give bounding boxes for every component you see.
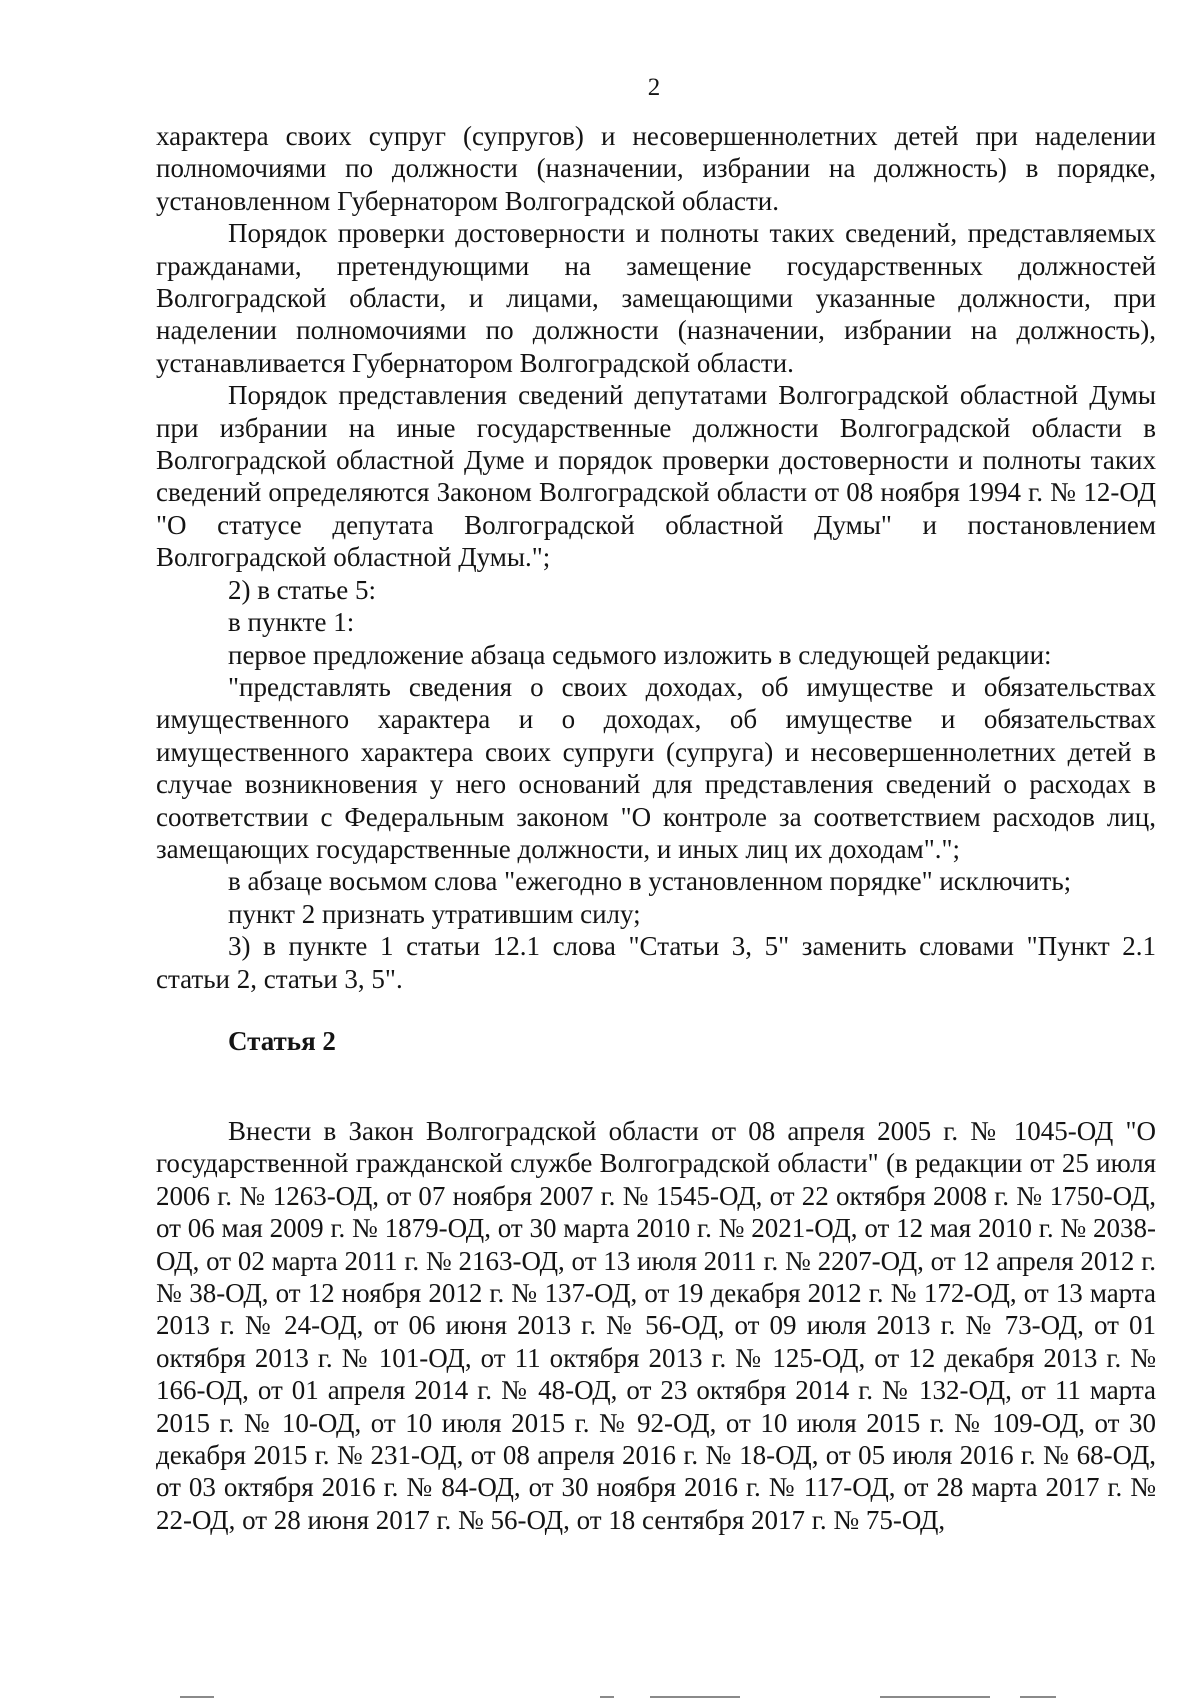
paragraph-deputies-procedure: Порядок представления сведений депутатами Волгоградской областной Думы при избрании на иные государственные должности Волгоградской области в Волгоградской областной Думе и порядок проверки достоверности и полноты таких сведений определяются Законом Волгоградской области от 08 ноября 1994 г. № 12-ОД "О статусе депутата Волгоградской областной Думы" и постановлением Волгоградской областной Думы."; bbox=[156, 380, 1156, 573]
paragraph-eighth-abzats: в абзаце восьмом слова "ежегодно в установленном порядке" исключить; bbox=[228, 866, 1072, 897]
scan-mark bbox=[650, 1696, 740, 1698]
scan-mark bbox=[600, 1696, 614, 1698]
paragraph-verification-procedure: Порядок проверки достоверности и полноты таких сведений, представляемых гражданами, претендующими на замещение государственных должностей Волгоградской области, и лицами, замещающими указанные должности, при наделении полномочиями по должности (назначении, избрании на должность), устанавливается Губернатором Волгоградской области. bbox=[156, 218, 1156, 378]
scan-artifact-marks bbox=[180, 1694, 1060, 1700]
scan-mark bbox=[1020, 1696, 1056, 1698]
document-body bbox=[156, 120, 1156, 1536]
paragraph-continuation: характера своих супруг (супругов) и несовершеннолетних детей при наделении полномочиями по должности (назначении, избрании на должность) в порядке, установленном Губернатором Волгоградской области. bbox=[156, 121, 1156, 216]
paragraph-point-1: в пункте 1: bbox=[228, 607, 355, 638]
paragraph-point-2-void: пункт 2 признать утратившим силу; bbox=[228, 898, 641, 929]
paragraph-quoted-text: "представлять сведения о своих доходах, об имуществе и обязательствах имущественного характера и о доходах, об имуществе и обязательствах имущественного характера своих супруги (супруга) и несовершеннолетних детей в случае возникновения у него оснований для представления сведений о расходах в соответствии с Федеральным законом "О контроле за соответствием расходов лиц, замещающих государственные должности, и иных лиц их доходам"."; bbox=[156, 671, 1156, 864]
paragraph-item-3: 3) в пункте 1 статьи 12.1 слова "Статьи 3, 5" заменить словами "Пункт 2.1 статьи 2, статьи 3, 5". bbox=[156, 931, 1156, 994]
paragraph-first-sentence: первое предложение абзаца седьмого изложить в следующей редакции: bbox=[228, 639, 1052, 670]
article-paragraph: Внести в Закон Волгоградской области от 08 апреля 2005 г. № 1045-ОД "О государственной гражданской службе Волгоградской области" (в редакции от 25 июля 2006 г. № 1263-ОД, от 07 ноября 2007 г. № 1545-ОД, от 22 октября 2008 г. № 1750-ОД, от 06 мая 2009 г. № 1879-ОД, от 30 марта 2010 г. № 2021-ОД, от 12 мая 2010 г. № 2038-ОД, от 02 марта 2011 г. № 2163-ОД, от 13 июля 2011 г. № 2207-ОД, от 12 апреля 2012 г. № 38-ОД, от 12 ноября 2012 г. № 137-ОД, от 19 декабря 2012 г. № 172-ОД, от 13 марта 2013 г. № 24-ОД, от 06 июня 2013 г. № 56-ОД, от 09 июля 2013 г. № 73-ОД, от 01 октября 2013 г. № 101-ОД, от 11 октября 2013 г. № 125-ОД, от 12 декабря 2013 г. № 166-ОД, от 01 апреля 2014 г. № 48-ОД, от 23 октября 2014 г. № 132-ОД, от 11 марта 2015 г. № 10-ОД, от 10 июля 2015 г. № 92-ОД, от 10 июля 2015 г. № 109-ОД, от 30 декабря 2015 г. № 231-ОД, от 08 апреля 2016 г. № 18-ОД, от 05 июля 2016 г. № 68-ОД, от 03 октября 2016 г. № 84-ОД, от 30 ноября 2016 г. № 117-ОД, от 28 марта 2017 г. № 22-ОД, от 28 июня 2017 г. № 56-ОД, от 18 сентября 2017 г. № 75-ОД, bbox=[156, 1115, 1156, 1535]
paragraph-item-2: 2) в статье 5: bbox=[228, 574, 376, 605]
article-heading: Статья 2 bbox=[228, 1025, 336, 1056]
scan-mark bbox=[880, 1696, 990, 1698]
scan-mark bbox=[180, 1696, 214, 1698]
page-number: 2 bbox=[647, 74, 661, 101]
